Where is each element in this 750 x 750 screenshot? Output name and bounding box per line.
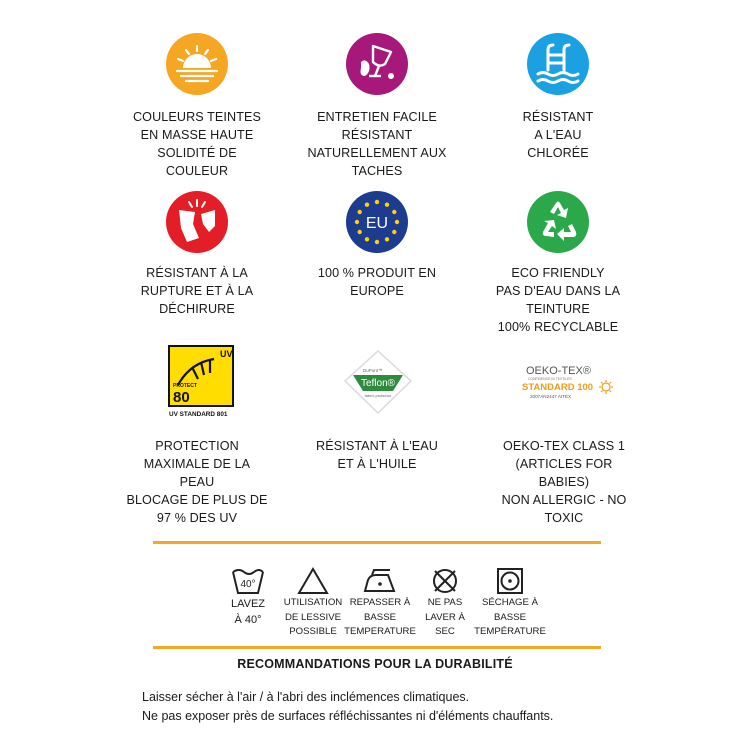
wine-glass-stain-icon	[345, 32, 409, 96]
care-label: NE PAS LAVER À SEC	[425, 597, 465, 637]
feature-text: 100 % PRODUIT EN EUROPE	[317, 266, 437, 298]
svg-text:Teflon®: Teflon®	[360, 378, 396, 389]
feature-text: PROTECTION MAXIMALE DE LA PEAU BLOCAGE DE PLUS DE 97 % DES UV	[126, 439, 268, 525]
triangle-bleach-icon	[295, 566, 331, 596]
oeko-tex-logo	[516, 361, 616, 405]
feature-text: RÉSISTANT À L'EAU ET À L'HUILE	[316, 439, 438, 471]
tear-resistance-icon	[165, 190, 229, 254]
feature-text: RÉSISTANT À LA RUPTURE ET À LA DÉCHIRURE	[140, 266, 254, 316]
teflon-logo	[341, 347, 415, 417]
svg-text:CONFIDENCE IN TEXTILES: CONFIDENCE IN TEXTILES	[528, 377, 572, 381]
divider-top	[153, 541, 601, 544]
divider-bottom	[153, 646, 601, 649]
svg-text:80: 80	[173, 389, 190, 406]
care-label: REPASSER À BASSE TEMPERATURE	[344, 597, 416, 637]
care-label: LAVEZ À 40°	[230, 598, 266, 626]
care-label: SÉCHAGE À BASSE TEMPÉRATURE	[474, 597, 546, 637]
feature-text: RÉSISTANT A L'EAU CHLORÉE	[522, 110, 594, 160]
care-note: Laisser sécher à l'air / à l'abri des inclémences climatiques.	[142, 690, 470, 704]
svg-text:40°: 40°	[240, 579, 256, 590]
tumble-dry-low-icon	[492, 566, 528, 596]
uv-standard-801-logo	[168, 345, 234, 421]
svg-text:OEKO-TEX®: OEKO-TEX®	[526, 365, 591, 377]
svg-text:DuPont™: DuPont™	[363, 368, 383, 373]
sun-icon	[165, 32, 229, 96]
recycle-icon	[526, 190, 590, 254]
care-note: Ne pas exposer près de surfaces réfléchissantes ni d'éléments chauffants.	[142, 709, 554, 723]
durability-heading: RECOMMANDATIONS POUR LA DURABILITÉ	[237, 657, 513, 671]
wash-40-icon	[230, 566, 266, 596]
svg-text:2007AN2447 AITEX: 2007AN2447 AITEX	[530, 394, 572, 399]
eu-flag-icon	[345, 190, 409, 254]
swimming-pool-icon	[526, 32, 590, 96]
svg-text:UV: UV	[220, 349, 233, 359]
svg-text:UV STANDARD 801: UV STANDARD 801	[169, 411, 228, 418]
svg-text:fabric protector: fabric protector	[364, 393, 392, 398]
svg-text:PROTECT: PROTECT	[173, 383, 197, 389]
no-dry-clean-icon	[427, 566, 463, 596]
iron-low-icon	[362, 566, 398, 596]
feature-text: COULEURS TEINTES EN MASSE HAUTE SOLIDITÉ DE COULEUR	[132, 110, 262, 178]
feature-text: ENTRETIEN FACILE RÉSISTANT NATURELLEMENT AUX TACHES	[307, 110, 447, 178]
care-label: UTILISATION DE LESSIVE POSSIBLE	[283, 597, 343, 637]
svg-text:EU: EU	[365, 215, 389, 232]
feature-text: OEKO-TEX CLASS 1 (ARTICLES FOR BABIES) NON ALLERGIC - NO TOXIC	[501, 439, 627, 525]
svg-text:STANDARD 100: STANDARD 100	[522, 382, 594, 393]
feature-text: ECO FRIENDLY PAS D'EAU DANS LA TEINTURE 100% RECYCLABLE	[495, 266, 621, 334]
